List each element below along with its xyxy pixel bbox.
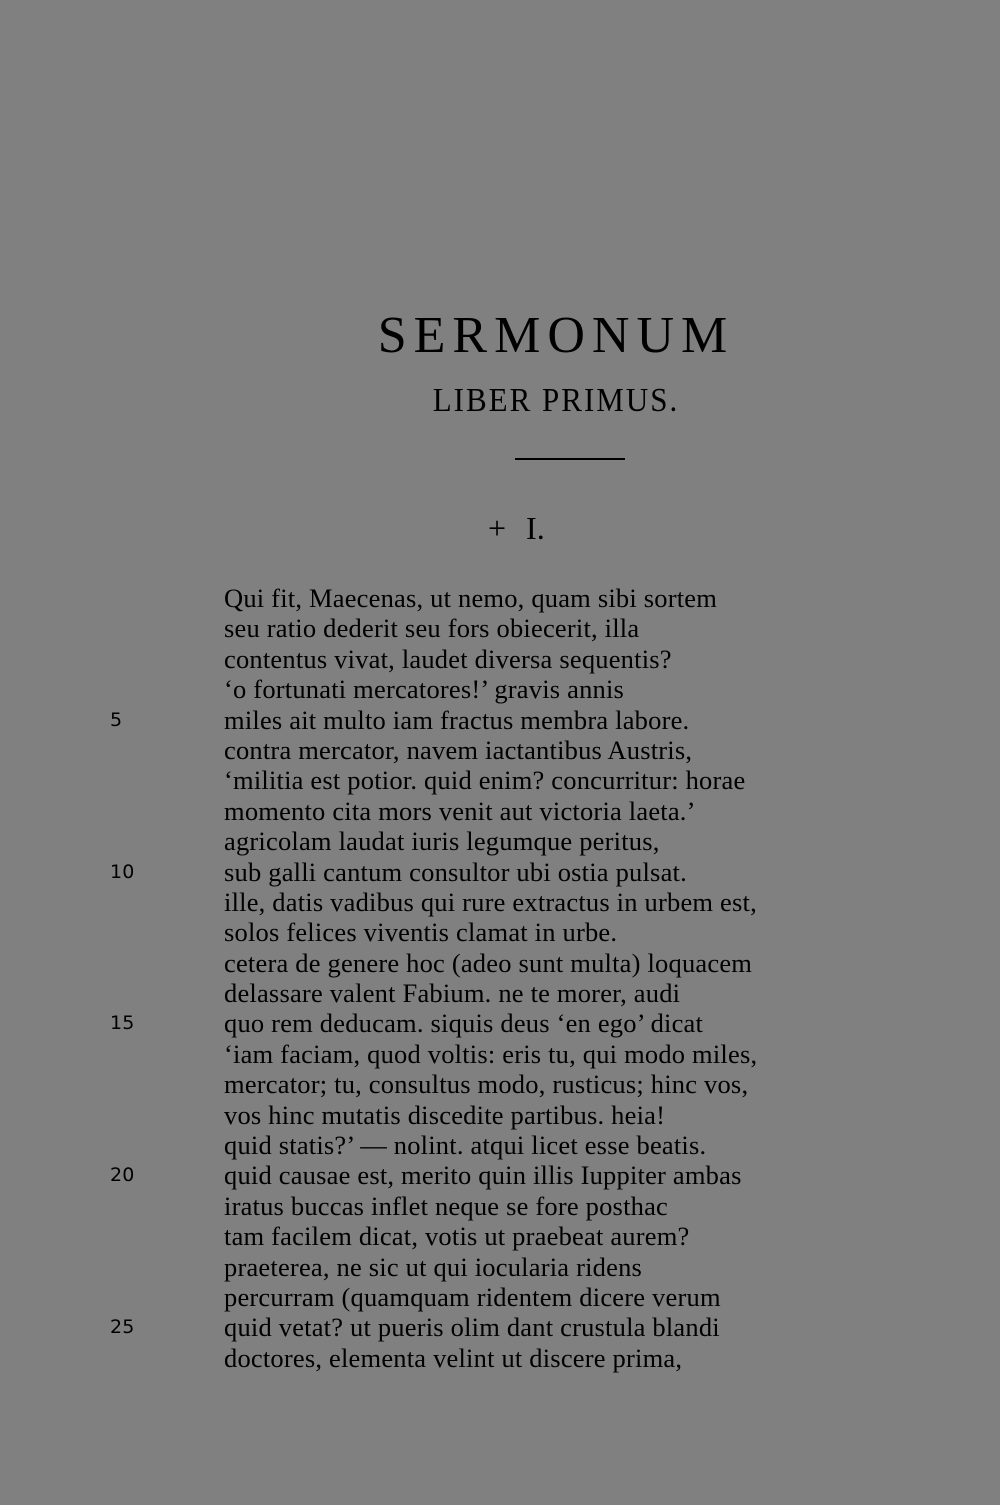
verse-line [224, 613, 924, 643]
verse-text: vos hinc mutatis discedite partibus. heia! [224, 1099, 666, 1130]
verse-line [224, 978, 924, 1008]
verse-text: Qui fit, Maecenas, ut nemo, quam sibi sortem [224, 583, 718, 613]
verse-text: miles ait multo iam fractus membra labore. [224, 704, 690, 735]
verse-text: delassare valent Fabium. ne te morer, audi [224, 978, 681, 1009]
verse-text: doctores, elementa velint ut discere prima, [224, 1342, 683, 1373]
line-number: 10 [110, 860, 135, 883]
verse-line [224, 1100, 924, 1130]
verse-line [224, 917, 924, 947]
verse-line [224, 765, 924, 795]
divider-rule [515, 458, 625, 460]
section-heading [488, 508, 545, 548]
verse-line [224, 1282, 924, 1312]
line-number: 15 [110, 1012, 135, 1035]
verse-text: momento cita mors venit aut victoria laeta.’ [224, 795, 696, 826]
verse-line [224, 1039, 924, 1069]
verse-line [110, 1160, 924, 1191]
verse-text: ille, datis vadibus qui rure extractus in urbem est, [224, 886, 757, 917]
verse-text: agricolam laudat iuris legumque peritus, [224, 826, 660, 857]
verse-line [224, 948, 924, 978]
verse-line [224, 583, 924, 613]
verse-text: ‘o fortunati mercatores!’ gravis annis [224, 674, 625, 705]
verse-text: contra mercator, navem iactantibus Austris, [224, 734, 693, 765]
verse-line [110, 1008, 924, 1039]
verse-text: seu ratio dederit seu fors obiecerit, illa [224, 613, 640, 644]
line-number: 5 [110, 708, 123, 731]
verse-text: contentus vivat, laudet diversa sequentis? [224, 643, 672, 674]
verse-text: iratus buccas inflet neque se fore posthac [224, 1190, 669, 1221]
line-number: 20 [110, 1164, 135, 1187]
verse-line [224, 1343, 924, 1373]
verse-text: mercator; tu, consultus modo, rusticus; hinc vos, [224, 1069, 749, 1100]
verse-line [224, 1069, 924, 1099]
page-subtitle: LIBER PRIMUS. [432, 380, 680, 419]
verse-line [110, 856, 924, 887]
verse-text: sub galli cantum consultor ubi ostia pulsat. [224, 856, 687, 887]
verse-text: solos felices viventis clamat in urbe. [224, 917, 618, 948]
verse-text: ‘iam faciam, quod voltis: eris tu, qui modo miles, [224, 1038, 758, 1069]
verse-line [224, 796, 924, 826]
verse-line [224, 1221, 924, 1251]
verse-line [224, 1252, 924, 1282]
verse-text: quid causae est, merito quin illis Iuppiter ambas [224, 1160, 742, 1191]
verse-text: praeterea, ne sic ut qui iocularia ridens [224, 1251, 643, 1282]
verse-line [224, 735, 924, 765]
poem-text [110, 583, 924, 1373]
verse-line [224, 826, 924, 856]
verse-line [110, 1312, 924, 1343]
verse-line [224, 644, 924, 674]
verse-text: tam facilem dicat, votis ut praebeat aurem? [224, 1221, 690, 1252]
verse-line [224, 887, 924, 917]
verse-text: quid vetat? ut pueris olim dant crustula blandi [224, 1312, 720, 1343]
verse-line [224, 674, 924, 704]
verse-text: quo rem deducam. siquis deus ‘en ego’ dicat [224, 1008, 704, 1039]
verse-line [110, 704, 924, 735]
verse-text: ‘militia est potior. quid enim? concurritur: horae [224, 765, 746, 796]
verse-line [224, 1130, 924, 1160]
verse-text: quid statis?’ — nolint. atqui licet esse beatis. [224, 1130, 707, 1161]
line-number: 25 [110, 1316, 135, 1339]
section-number: I. [526, 510, 545, 546]
verse-line [224, 1191, 924, 1221]
cross-mark: + [488, 510, 507, 546]
verse-text: percurram (quamquam ridentem dicere verum [224, 1281, 721, 1312]
page-title: SERMONUM [377, 307, 735, 364]
verse-text: cetera de genere hoc (adeo sunt multa) loquacem [224, 947, 753, 978]
